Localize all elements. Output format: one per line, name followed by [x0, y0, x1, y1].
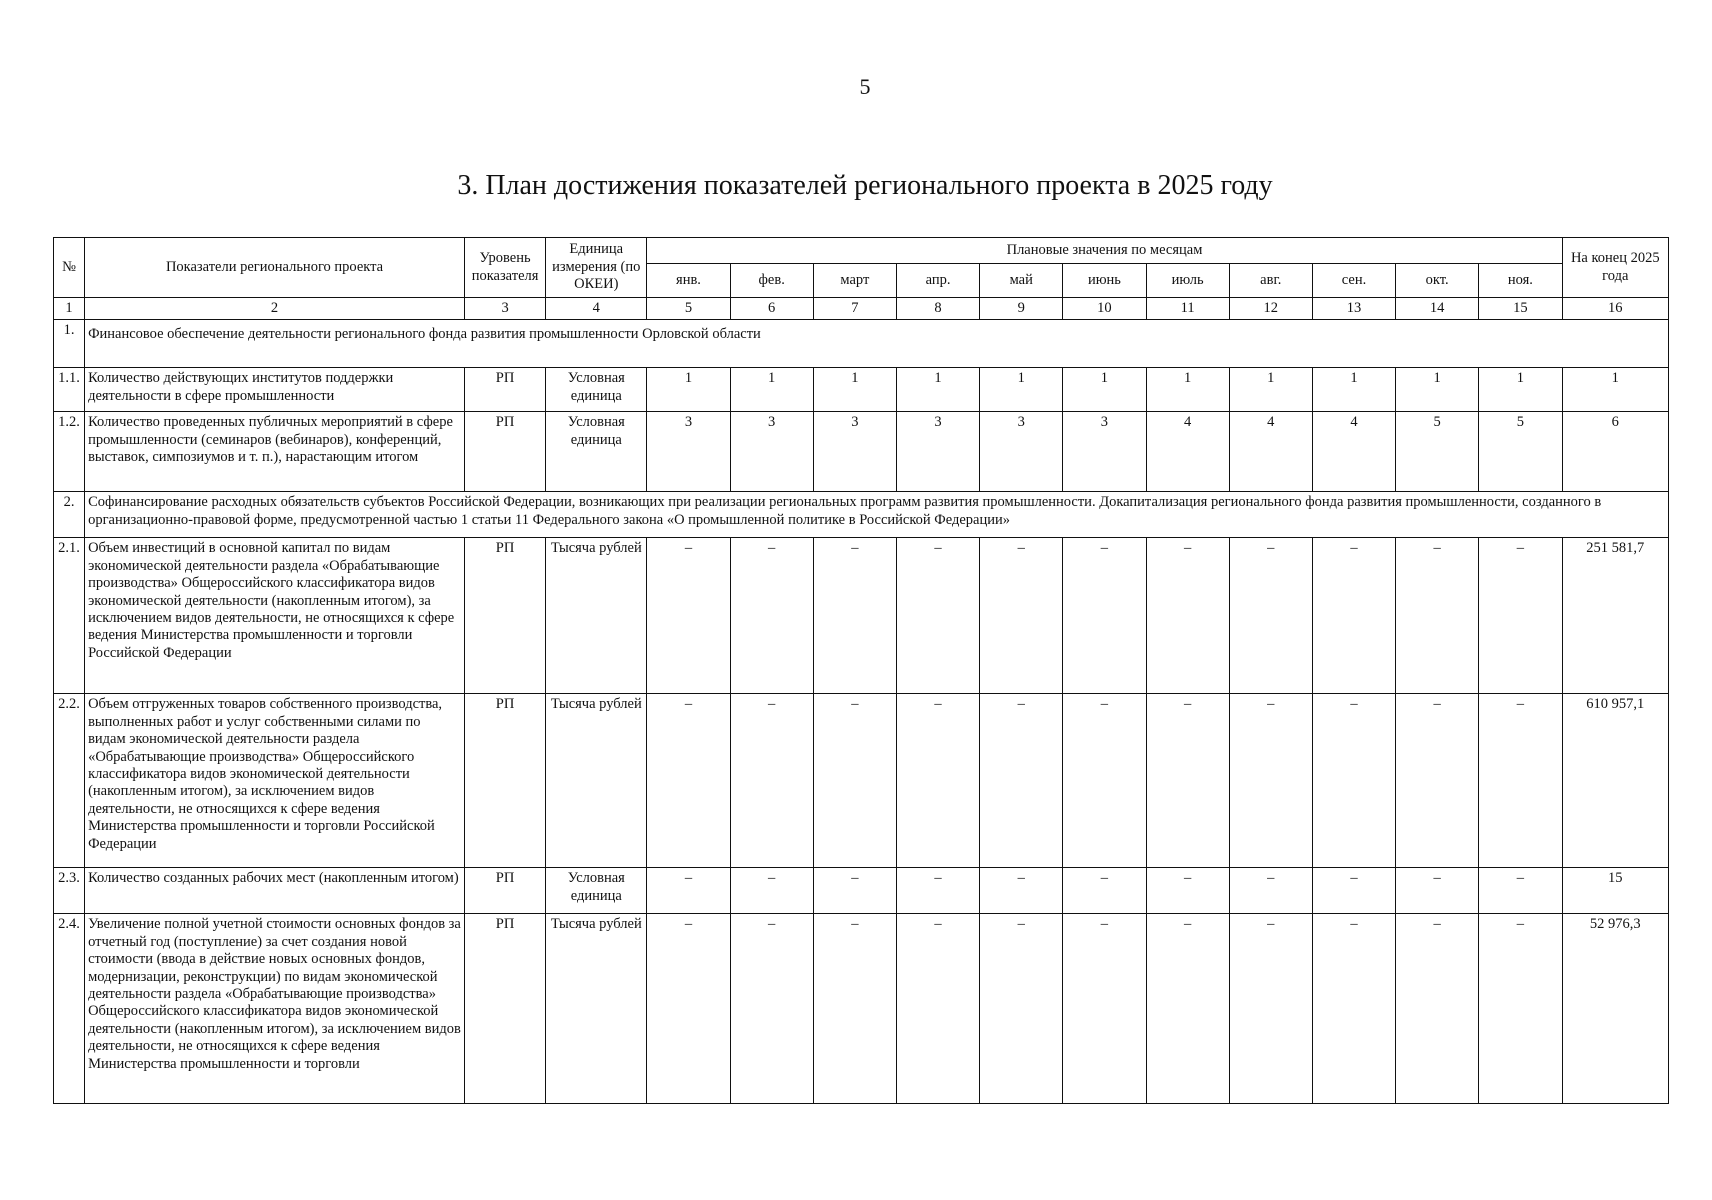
column-number: 1	[54, 298, 85, 320]
month-value: –	[896, 694, 979, 868]
month-value: –	[1229, 694, 1312, 868]
table-row	[54, 694, 1669, 868]
end-of-year-value: 15	[1562, 868, 1668, 914]
month-value: 3	[896, 412, 979, 492]
month-value: –	[730, 868, 813, 914]
column-number: 4	[546, 298, 647, 320]
month-value: –	[813, 868, 896, 914]
month-value: 1	[980, 368, 1063, 412]
month-value: –	[1146, 694, 1229, 868]
month-value: 3	[813, 412, 896, 492]
column-number: 5	[647, 298, 730, 320]
month-value: 5	[1479, 412, 1562, 492]
month-value: –	[813, 914, 896, 1104]
header-month: янв.	[647, 264, 730, 298]
month-value: –	[1063, 538, 1146, 694]
indicators-plan-table	[53, 237, 1669, 1104]
month-value: –	[1229, 914, 1312, 1104]
indicator-unit: Условная единица	[546, 412, 647, 492]
month-value: 1	[1479, 368, 1562, 412]
indicator-name: Объем инвестиций в основной капитал по видам экономической деятельности раздела «Обрабатывающие производства» Общероссийского классификатора видов экономической деятельности (накопленным итогом), за исключением видов деятельности, не относящихся к сфере ведения Министерства промышленности и торговли Российской Федерации	[85, 538, 465, 694]
header-unit: Единица измерения (по ОКЕИ)	[546, 238, 647, 298]
month-value: –	[1479, 914, 1562, 1104]
indicator-unit: Тысяча рублей	[546, 914, 647, 1104]
end-of-year-value: 251 581,7	[1562, 538, 1668, 694]
table-row	[54, 914, 1669, 1104]
month-value: 3	[730, 412, 813, 492]
section-number: 1.	[54, 320, 85, 368]
section-row	[54, 492, 1669, 538]
indicator-level: РП	[464, 868, 545, 914]
month-value: –	[730, 538, 813, 694]
column-number: 15	[1479, 298, 1562, 320]
month-value: 3	[980, 412, 1063, 492]
month-value: –	[1479, 694, 1562, 868]
header-indicator: Показатели регионального проекта	[85, 238, 465, 298]
column-number: 9	[980, 298, 1063, 320]
indicator-unit: Тысяча рублей	[546, 694, 647, 868]
month-value: –	[813, 694, 896, 868]
column-number: 13	[1312, 298, 1395, 320]
indicator-unit: Условная единица	[546, 868, 647, 914]
end-of-year-value: 1	[1562, 368, 1668, 412]
month-value: 4	[1146, 412, 1229, 492]
header-month: ноя.	[1479, 264, 1562, 298]
month-value: –	[647, 914, 730, 1104]
month-value: –	[1063, 914, 1146, 1104]
month-value: –	[730, 914, 813, 1104]
month-value: 5	[1396, 412, 1479, 492]
column-number: 3	[464, 298, 545, 320]
month-value: 1	[1229, 368, 1312, 412]
month-value: –	[1146, 914, 1229, 1104]
month-value: 3	[1063, 412, 1146, 492]
row-number: 2.2.	[54, 694, 85, 868]
header-month: май	[980, 264, 1063, 298]
header-month: сен.	[1312, 264, 1395, 298]
indicator-name: Объем отгруженных товаров собственного производства, выполненных работ и услуг собственными силами по видам экономической деятельности раздела «Обрабатывающие производства» Общероссийского классификатора видов экономической деятельности (накопленным итогом), за исключением видов деятельности, не относящихся к сфере ведения Министерства промышленности и торговли Российской Федерации	[85, 694, 465, 868]
indicator-level: РП	[464, 412, 545, 492]
end-of-year-value: 52 976,3	[1562, 914, 1668, 1104]
row-number: 1.1.	[54, 368, 85, 412]
month-value: –	[1396, 694, 1479, 868]
header-no: №	[54, 238, 85, 298]
table-row	[54, 538, 1669, 694]
month-value: –	[647, 538, 730, 694]
month-value: 1	[730, 368, 813, 412]
header-row-top	[54, 238, 1669, 264]
column-number: 2	[85, 298, 465, 320]
section-row	[54, 320, 1669, 368]
month-value: 1	[1396, 368, 1479, 412]
indicator-name: Количество проведенных публичных мероприятий в сфере промышленности (семинаров (вебинаров), конференций, выставок, симпозиумов и т. п.), нарастающим итогом	[85, 412, 465, 492]
indicator-unit: Тысяча рублей	[546, 538, 647, 694]
section-title: Финансовое обеспечение деятельности регионального фонда развития промышленности Орловской области	[85, 320, 1669, 368]
month-value: –	[1479, 868, 1562, 914]
month-value: –	[1146, 868, 1229, 914]
month-value: 1	[647, 368, 730, 412]
month-value: –	[1396, 538, 1479, 694]
section-title: Софинансирование расходных обязательств субъектов Российской Федерации, возникающих при реализации региональных программ развития промышленности. Докапитализация регионального фонда развития промышленности, созданного в организационно-правовой форме, предусмотренной частью 1 статьи 11 Федерального закона «О промышленной политике в Российской Федерации»	[85, 492, 1669, 538]
indicator-level: РП	[464, 368, 545, 412]
month-value: –	[730, 694, 813, 868]
header-month: июнь	[1063, 264, 1146, 298]
column-number: 11	[1146, 298, 1229, 320]
month-value: –	[1312, 868, 1395, 914]
header-month: апр.	[896, 264, 979, 298]
month-value: 3	[647, 412, 730, 492]
table-row	[54, 368, 1669, 412]
section-number: 2.	[54, 492, 85, 538]
table-row	[54, 412, 1669, 492]
indicator-name: Увеличение полной учетной стоимости основных фондов за отчетный год (поступление) за счет создания новой стоимости (ввода в действие новых основных фондов, модернизации, реконструкции) по видам экономической деятельности раздела «Обрабатывающие производства» Общероссийского классификатора видов экономической деятельности (накопленным итогом), за исключением видов деятельности, не относящихся к сфере ведения Министерства промышленности и торговли	[85, 914, 465, 1104]
month-value: –	[1146, 538, 1229, 694]
header-month: фев.	[730, 264, 813, 298]
indicator-level: РП	[464, 694, 545, 868]
page-number: 5	[859, 74, 871, 99]
header-month: окт.	[1396, 264, 1479, 298]
month-value: –	[980, 694, 1063, 868]
month-value: 1	[896, 368, 979, 412]
document-title: 3. План достижения показателей регионального проекта в 2025 году	[457, 170, 1273, 201]
column-number: 6	[730, 298, 813, 320]
header-level: Уровень показателя	[464, 238, 545, 298]
month-value: –	[647, 868, 730, 914]
month-value: –	[1312, 538, 1395, 694]
indicator-name: Количество действующих институтов поддержки деятельности в сфере промышленности	[85, 368, 465, 412]
month-value: –	[813, 538, 896, 694]
month-value: –	[1312, 694, 1395, 868]
header-month: июль	[1146, 264, 1229, 298]
row-number: 1.2.	[54, 412, 85, 492]
month-value: –	[896, 538, 979, 694]
month-value: –	[1063, 694, 1146, 868]
month-value: –	[1479, 538, 1562, 694]
row-number: 2.3.	[54, 868, 85, 914]
column-number: 14	[1396, 298, 1479, 320]
month-value: 1	[1063, 368, 1146, 412]
header-month: март	[813, 264, 896, 298]
month-value: 4	[1229, 412, 1312, 492]
month-value: –	[896, 868, 979, 914]
month-value: –	[980, 868, 1063, 914]
column-number: 12	[1229, 298, 1312, 320]
header-monthly: Плановые значения по месяцам	[647, 238, 1562, 264]
month-value: –	[1396, 868, 1479, 914]
column-number: 8	[896, 298, 979, 320]
column-number: 10	[1063, 298, 1146, 320]
row-number: 2.1.	[54, 538, 85, 694]
month-value: 1	[813, 368, 896, 412]
month-value: –	[980, 538, 1063, 694]
row-number: 2.4.	[54, 914, 85, 1104]
month-value: –	[1312, 914, 1395, 1104]
column-number: 16	[1562, 298, 1668, 320]
header-end-of-year: На конец 2025 года	[1562, 238, 1668, 298]
month-value: –	[1229, 538, 1312, 694]
table-row	[54, 868, 1669, 914]
column-number: 7	[813, 298, 896, 320]
month-value: –	[1063, 868, 1146, 914]
month-value: –	[1229, 868, 1312, 914]
month-value: 1	[1146, 368, 1229, 412]
month-value: –	[647, 694, 730, 868]
month-value: 1	[1312, 368, 1395, 412]
month-value: –	[896, 914, 979, 1104]
column-numbers-row	[54, 298, 1669, 320]
header-month: авг.	[1229, 264, 1312, 298]
indicator-unit: Условная единица	[546, 368, 647, 412]
indicator-level: РП	[464, 538, 545, 694]
indicator-level: РП	[464, 914, 545, 1104]
month-value: 4	[1312, 412, 1395, 492]
end-of-year-value: 6	[1562, 412, 1668, 492]
indicator-name: Количество созданных рабочих мест (накопленным итогом)	[85, 868, 465, 914]
end-of-year-value: 610 957,1	[1562, 694, 1668, 868]
month-value: –	[980, 914, 1063, 1104]
month-value: –	[1396, 914, 1479, 1104]
